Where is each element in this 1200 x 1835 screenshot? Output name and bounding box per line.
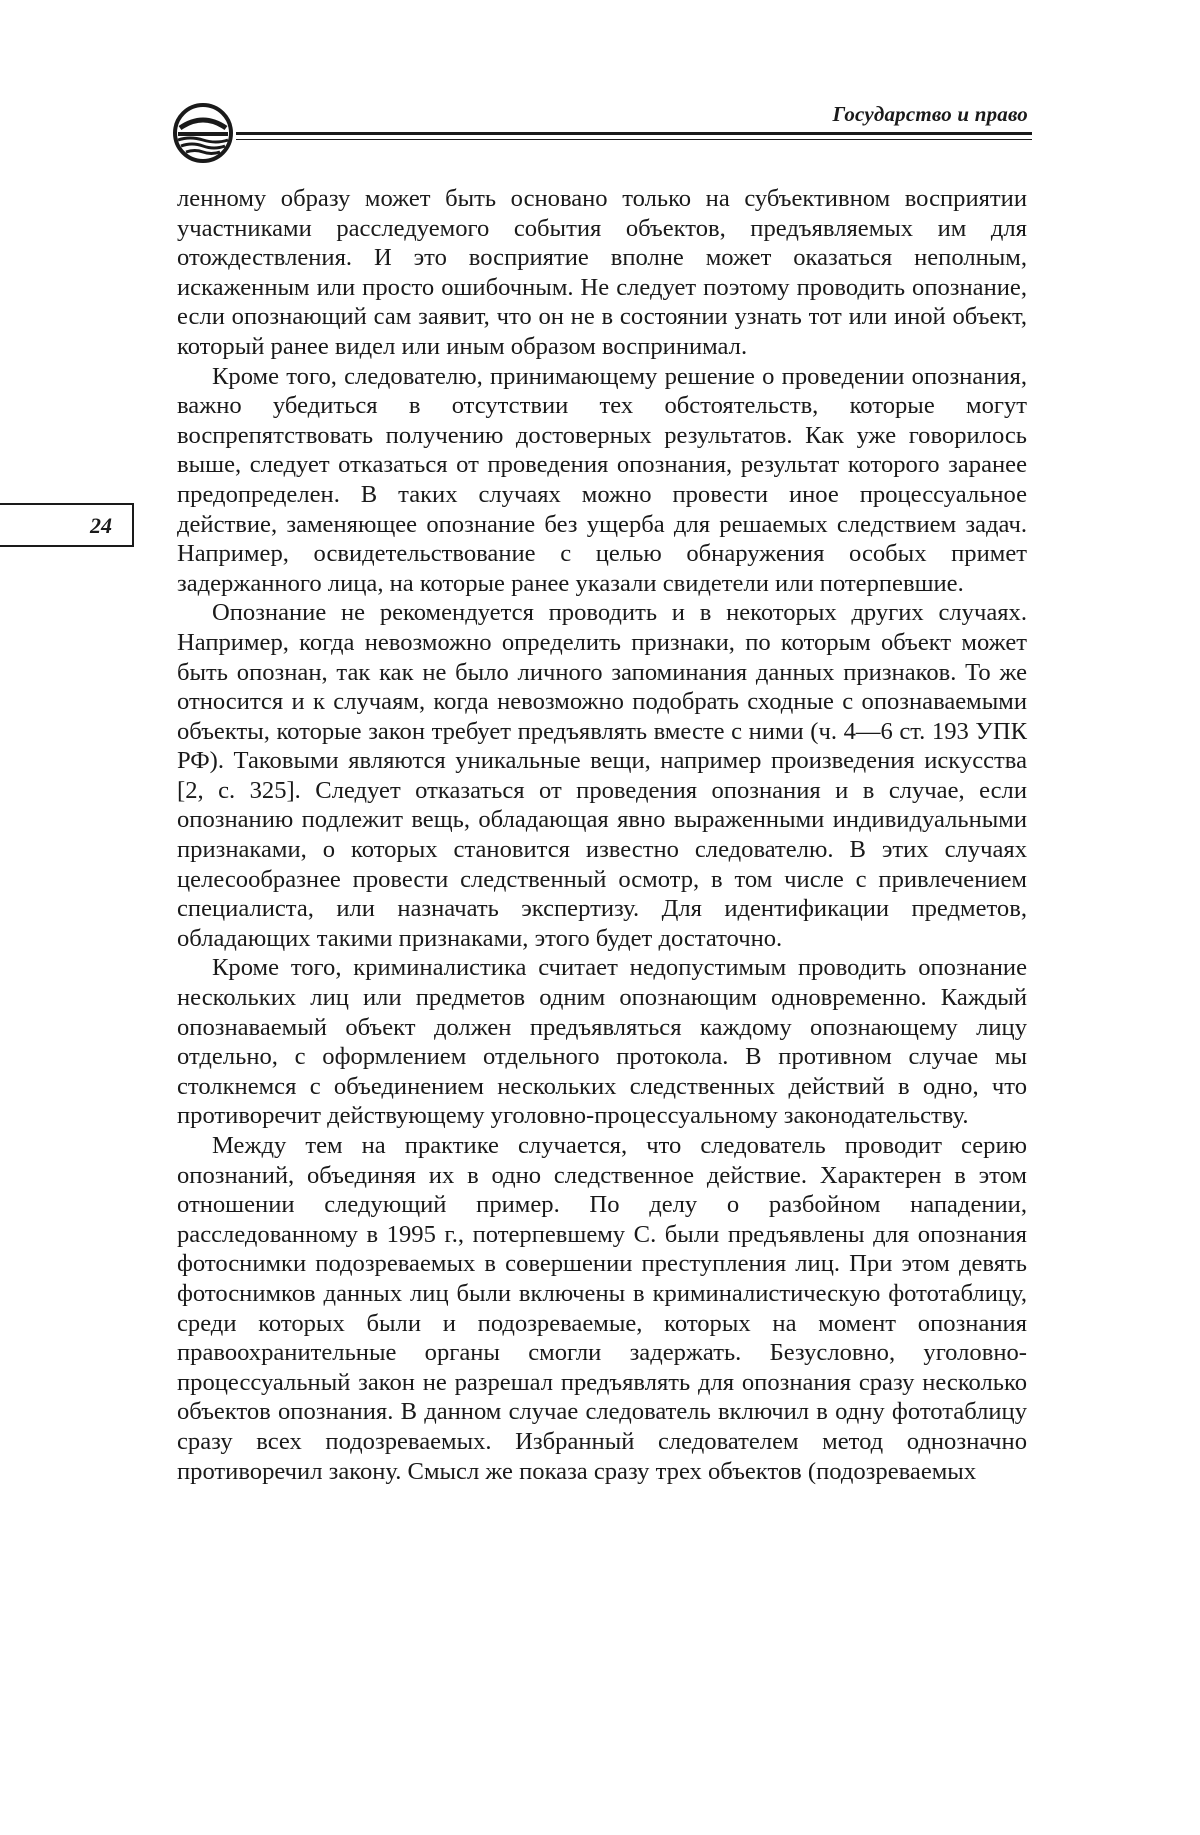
running-header: [172, 96, 1032, 166]
journal-title: Государство и право: [832, 102, 1028, 126]
header-rule-thick: [236, 132, 1032, 135]
paragraph-5: Между тем на практике случается, что следователь проводит серию опознаний, объединяя их в одно следственное действие. Характерен в этом отношении следующий пример. По делу о разбойном нападении, расследованному в 1995 г., потерпевшему С. были предъявлены для опознания фотоснимки подозреваемых в совершении преступления лиц. При этом девять фотоснимков данных лиц были включены в криминалистическую фототаблицу, среди которых были и подозреваемые, которых на момент опознания правоохранительные органы смогли задержать. Безусловно, уголовно-процессуальный закон не разрешал предъявлять для опознания сразу несколько объектов опознания. В данном случае следователь включил в одну фототаблицу сразу всех подозреваемых. Избранный следователем метод однозначно противоречил закону. Смысл же показа сразу трех объектов (подозреваемых: [177, 1132, 1027, 1485]
paragraph-2: Кроме того, следователю, принимающему решение о проведении опознания, важно убедиться в отсутствии тех обстоятельств, которые могут воспрепятствовать получению достоверных результатов. Как уже говорилось выше, следует отказаться от проведения опознания, результат которого заранее предопределен. В таких случаях можно провести иное процессуальное действие, заменяющее опознание без ущерба для решаемых следствием задач. Например, освидетельствование с целью обнаружения особых примет задержанного лица, на которые ранее указали свидетели или потерпевшие.: [177, 362, 1027, 597]
header-rule-thin: [236, 139, 1032, 140]
article-body: [177, 184, 1027, 1486]
page-number: 24: [90, 513, 112, 538]
journal-logo-icon: [172, 102, 234, 164]
page-number-tab: [0, 503, 134, 547]
paragraph-1: ленному образу может быть основано только на субъективном восприятии участниками расследуемого события объектов, предъявляемых им для отождествления. И это восприятие вполне может оказаться неполным, искаженным или просто ошибочным. Не следует поэтому проводить опознание, если опознающий сам заявит, что он не в состоянии узнать тот или иной объект, который ранее видел или иным образом воспринимал.: [177, 185, 1027, 360]
paragraph-3: Опознание не рекомендуется проводить и в некоторых других случаях. Например, когда невозможно определить признаки, по которым объект может быть опознан, так как не было личного запоминания данных признаков. То же относится и к случаям, когда невозможно подобрать сходные с опознаваемыми объекты, которые закон требует предъявлять вместе с ними (ч. 4—6 ст. 193 УПК РФ). Таковыми являются уникальные вещи, например произведения искусства [2, с. 325]. Следует отказаться от проведения опознания и в случае, если опознанию подлежит вещь, обладающая явно выраженными индивидуальными признаками, о которых становится известно следователю. В этих случаях целесообразнее провести следственный осмотр, в том числе с привлечением специалиста, или назначать экспертизу. Для идентификации предметов, обладающих такими признаками, этого будет достаточно.: [177, 599, 1027, 952]
paragraph-4: Кроме того, криминалистика считает недопустимым проводить опознание нескольких лиц или предметов одним опознающим одновременно. Каждый опознаваемый объект должен предъявляться каждому опознающему лицу отдельно, с оформлением отдельного протокола. В противном случае мы столкнемся с объединением нескольких следственных действий в одно, что противоречит действующему уголовно-процессуальному законодательству.: [177, 954, 1027, 1130]
